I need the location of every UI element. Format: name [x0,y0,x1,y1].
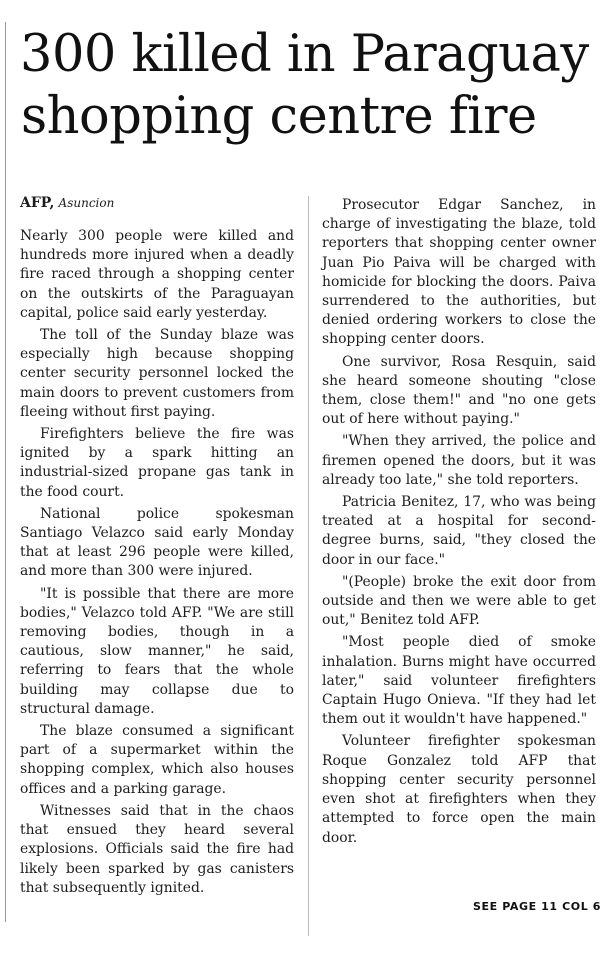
headline-line-2: shopping centre fire [21,87,537,146]
byline-location: Asuncion [58,196,115,210]
column-divider [308,196,309,936]
paragraph: "(People) broke the exit door from outside and then we were able to get out," Benitez told AFP. [322,573,596,629]
paragraph: Nearly 300 people were killed and hundreds more injured when a deadly fire raced through a shopping center on the outskirts of the Paraguayan capital, police said early yesterday. [20,228,294,321]
headline-line-1: 300 killed in Paraguay [20,25,589,84]
paragraph: The toll of the Sunday blaze was especially high because shopping center security personnel locked the main doors to prevent customers from fleeing without first paying. [20,327,294,420]
paragraph: Volunteer firefighter spokesman Roque Gonzalez told AFP that shopping center security personnel even shot at firefighters when they attempted to force open the main door. [322,733,596,846]
continued-jump-line: SEE PAGE 11 COL 6 [473,900,601,913]
paragraph: Patricia Benitez, 17, who was being treated at a hospital for second-degree burns, said, "they closed the door in our face." [322,494,596,568]
paragraph: National police spokesman Santiago Velazco said early Monday that at least 296 people were killed, and more than 300 were injured. [20,505,294,580]
article-column-right [322,196,596,851]
left-border-rule [5,22,6,922]
byline [20,194,294,213]
paragraph: "When they arrived, the police and firemen opened the doors, but it was already too late," she told reporters. [322,433,596,488]
paragraph: "Most people died of smoke inhalation. Burns might have occurred later," said volunteer firefighters Captain Hugo Onieva. "If they had let them out it wouldn't have happened." [322,634,596,728]
article-column-left [20,194,294,901]
paragraph: "It is possible that there are more bodies," Velazco told AFP. "We are still removing bodies, though in a cautious, slow manner," he said, referring to fears that the whole building may collapse due to structural damage. [20,585,294,717]
paragraph: Witnesses said that in the chaos that ensued they heard several explosions. Officials said the fire had likely been sparked by gas canisters that subsequently ignited. [20,802,294,896]
byline-agency: AFP, [20,195,55,211]
article-headline [20,24,610,148]
paragraph: Prosecutor Edgar Sanchez, in charge of investigating the blaze, told reporters that shopping center owner Juan Pio Paiva will be charged with homicide for blocking the doors. Paiva surrendered to the authorities, but denied ordering workers to close the shopping center doors. [322,197,596,348]
paragraph: The blaze consumed a significant part of a supermarket within the shopping complex, which also houses offices and a parking garage. [20,723,294,797]
paragraph: One survivor, Rosa Resquin, said she heard someone shouting "close them, close them!" and "no one gets out of here without paying." [322,353,596,428]
paragraph: Firefighters believe the fire was ignited by a spark hitting an industrial-sized propane gas tank in the food court. [20,426,294,500]
